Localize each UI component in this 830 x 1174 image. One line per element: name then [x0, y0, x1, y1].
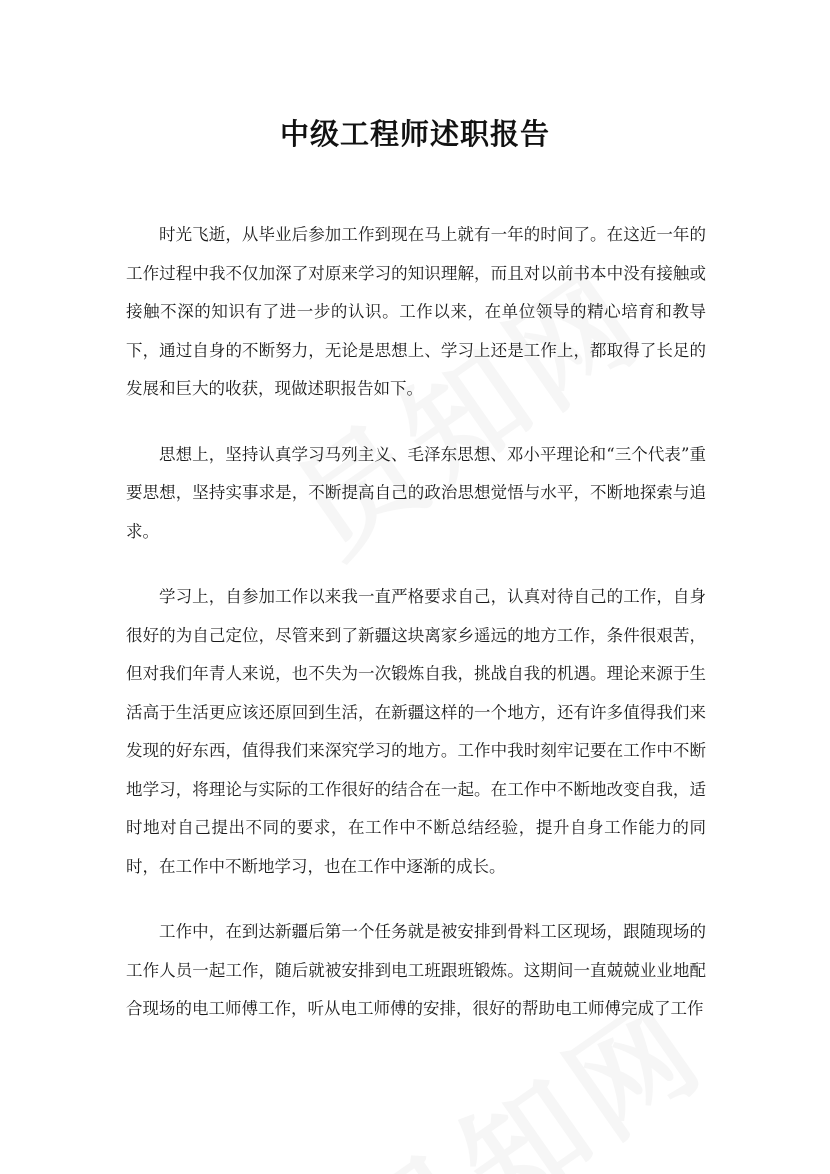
- document-title: 中级工程师述职报告: [279, 117, 550, 151]
- document-body: [126, 216, 706, 1056]
- paragraph-study: 学习上，自参加工作以来我一直严格要求自己，认真对待自己的工作，自身很好的为自己定位，尽管来到了新疆这块离家乡遥远的地方工作，条件很艰苦，但对我们年青人来说，也不失为一次锻炼自我，挑战自我的机遇。理论来源于生活高于生活更应该还原回到生活，在新疆这样的一个地方，还有许多值得我们来发现的好东西，值得我们来深究学习的地方。工作中我时刻牢记要在工作中不断地学习，将理论与实际的工作很好的结合在一起。在工作中不断地改变自我，适时地对自己提出不同的要求，在工作中不断总结经验，提升自身工作能力的同时，在工作中不断地学习，也在工作中逐渐的成长。: [126, 587, 706, 876]
- paragraph-ideology: 思想上，坚持认真学习马列主义、毛泽东思想、邓小平理论和“三个代表”重要思想，坚持实事求是，不断提高自己的政治思想觉悟与水平，不断地探索与追求。: [126, 444, 706, 541]
- paragraph-work: 工作中，在到达新疆后第一个任务就是被安排到骨料工区现场，跟随现场的工作人员一起工作，随后就被安排到电工班跟班锻炼。这期间一直兢兢业业地配合现场的电工师傅工作，听从电工师傅的安排，很好的帮助电工师傅完成了工作: [126, 922, 706, 1018]
- paragraph-intro: 时光飞逝，从毕业后参加工作到现在马上就有一年的时间了。在这近一年的工作过程中我不仅加深了对原来学习的知识理解，而且对以前书本中没有接触或接触不深的知识有了进一步的认识。工作以来，在单位领导的精心培育和教导下，通过自身的不断努力，无论是思想上、学习上还是工作上，都取得了长足的发展和巨大的收获，现做述职报告如下。: [126, 225, 706, 398]
